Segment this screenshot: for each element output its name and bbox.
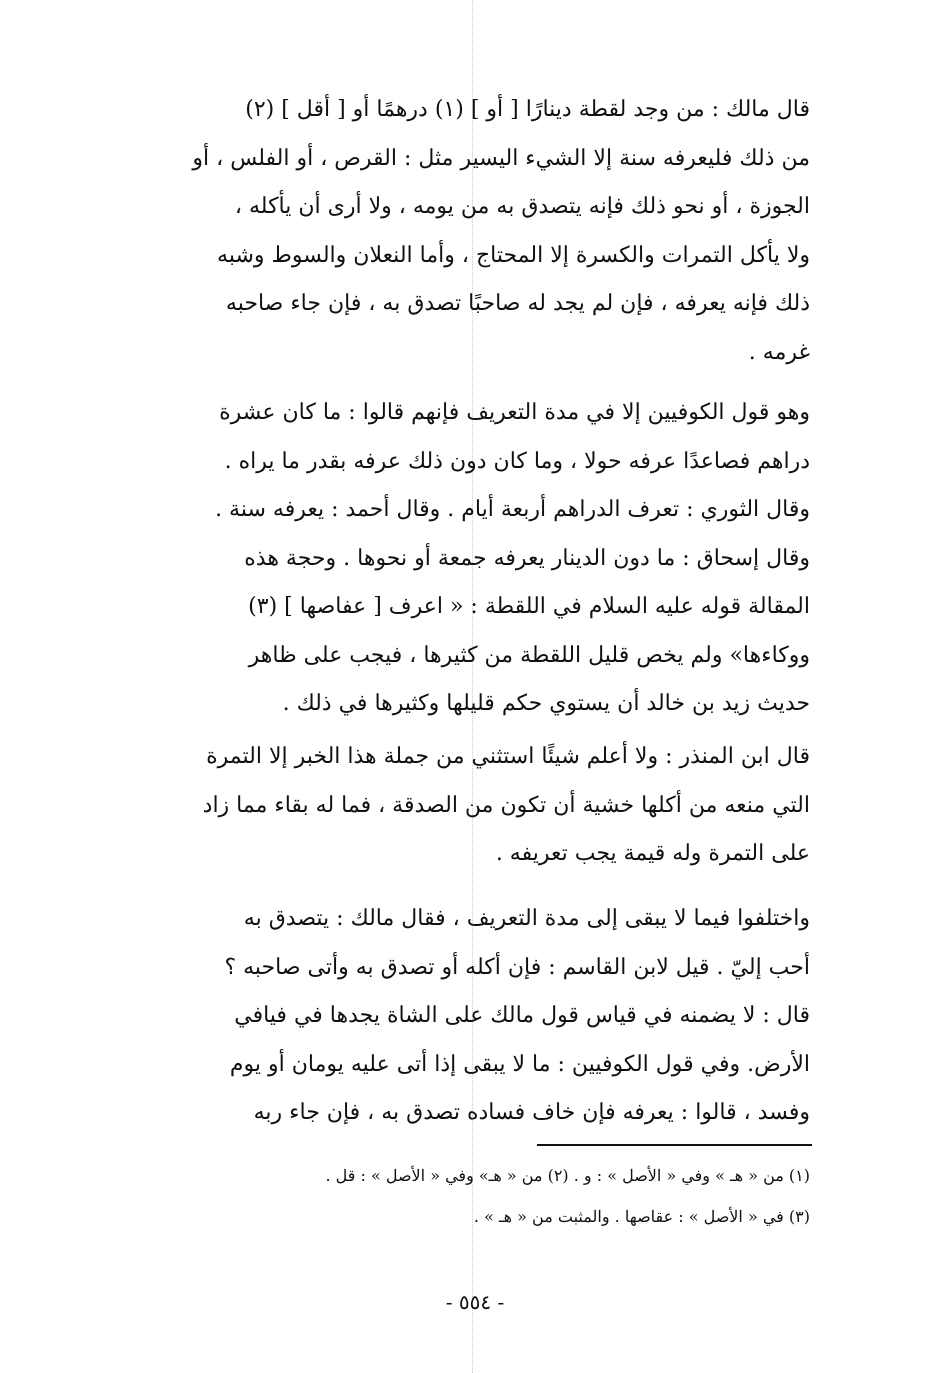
text-line: من ذلك فليعرفه سنة إلا الشيء اليسير مثل : القرص ، أو الفلس ، أو xyxy=(192,145,810,171)
text-line: حديث زيد بن خالد أن يستوي حكم قليلها وكثيرها في ذلك . xyxy=(282,691,810,716)
text-line: ووكاءها» ولم يخص قليل اللقطة من كثيرها ، فيجب على ظاهر xyxy=(248,642,810,668)
paragraph-2 xyxy=(120,389,810,729)
text-line: قال مالك : من وجد لقطة دينارًا [ أو ] (١) درهمًا أو [ أقل ] (٢) xyxy=(245,97,810,122)
text-line: دراهم فصاعدًا عرفه حولا ، وما كان دون ذلك عرفه بقدر ما يراه . xyxy=(224,448,810,474)
text-line: ولا يأكل التمرات والكسرة إلا المحتاج ، وأما النعلان والسوط وشبه xyxy=(217,242,810,268)
text-line: وقال إسحاق : ما دون الدينار يعرفه جمعة أو نحوها . وحجة هذه xyxy=(244,545,810,571)
text-line: غرمه . xyxy=(748,339,810,365)
text-line: التي منعه من أكلها خشية أن تكون من الصدقة ، فما له بقاء مما زاد xyxy=(202,792,810,818)
text-line: وفسد ، قالوا : يعرفه فإن خاف فساده تصدق به ، فإن جاء ربه xyxy=(253,1100,810,1125)
text-line: أحب إليّ . قيل لابن القاسم : فإن أكله أو تصدق به وأتى صاحبه ؟ xyxy=(224,954,810,980)
text-line: واختلفوا فيما لا يبقى إلى مدة التعريف ، فقال مالك : يتصدق به xyxy=(243,906,810,931)
text-line: الجوزة ، أو نحو ذلك فإنه يتصدق به من يومه ، ولا أرى أن يأكله ، xyxy=(234,194,810,219)
paragraph-1 xyxy=(120,86,810,377)
footnote-1: (١) من « هـ » وفي « الأصل » : و . (٢) من « هـ» وفي « الأصل » : قل . xyxy=(325,1166,810,1185)
footnote-2: (٣) في « الأصل » : عقاصها . والمثبت من « هـ » . xyxy=(473,1207,810,1226)
footnote-separator xyxy=(537,1144,812,1146)
text-line: المقالة قوله عليه السلام في اللقطة : « اعرف [ عفاصها ] (٣) xyxy=(248,594,810,619)
text-line: قال : لا يضمنه في قياس قول مالك على الشاة يجدها في فيافي xyxy=(234,1003,810,1028)
text-line: الأرض. وفي قول الكوفيين : ما لا يبقى إذا أتى عليه يومان أو يوم xyxy=(229,1051,810,1077)
text-line: على التمرة وله قيمة يجب تعريفه . xyxy=(495,841,810,866)
text-line: وهو قول الكوفيين إلا في مدة التعريف فإنهم قالوا : ما كان عشرة xyxy=(219,400,810,425)
text-line: قال ابن المنذر : ولا أعلم شيئًا استثني من جملة هذا الخبر إلا التمرة xyxy=(206,744,810,769)
page-number: - ٥٥٤ - xyxy=(445,1290,505,1314)
paragraph-4 xyxy=(120,895,810,1138)
text-line: ذلك فإنه يعرفه ، فإن لم يجد له صاحبًا تصدق به ، فإن جاء صاحبه xyxy=(225,291,810,316)
text-line: وقال الثوري : تعرف الدراهم أربعة أيام . وقال أحمد : يعرفه سنة . xyxy=(215,497,810,522)
paragraph-3 xyxy=(120,733,810,879)
